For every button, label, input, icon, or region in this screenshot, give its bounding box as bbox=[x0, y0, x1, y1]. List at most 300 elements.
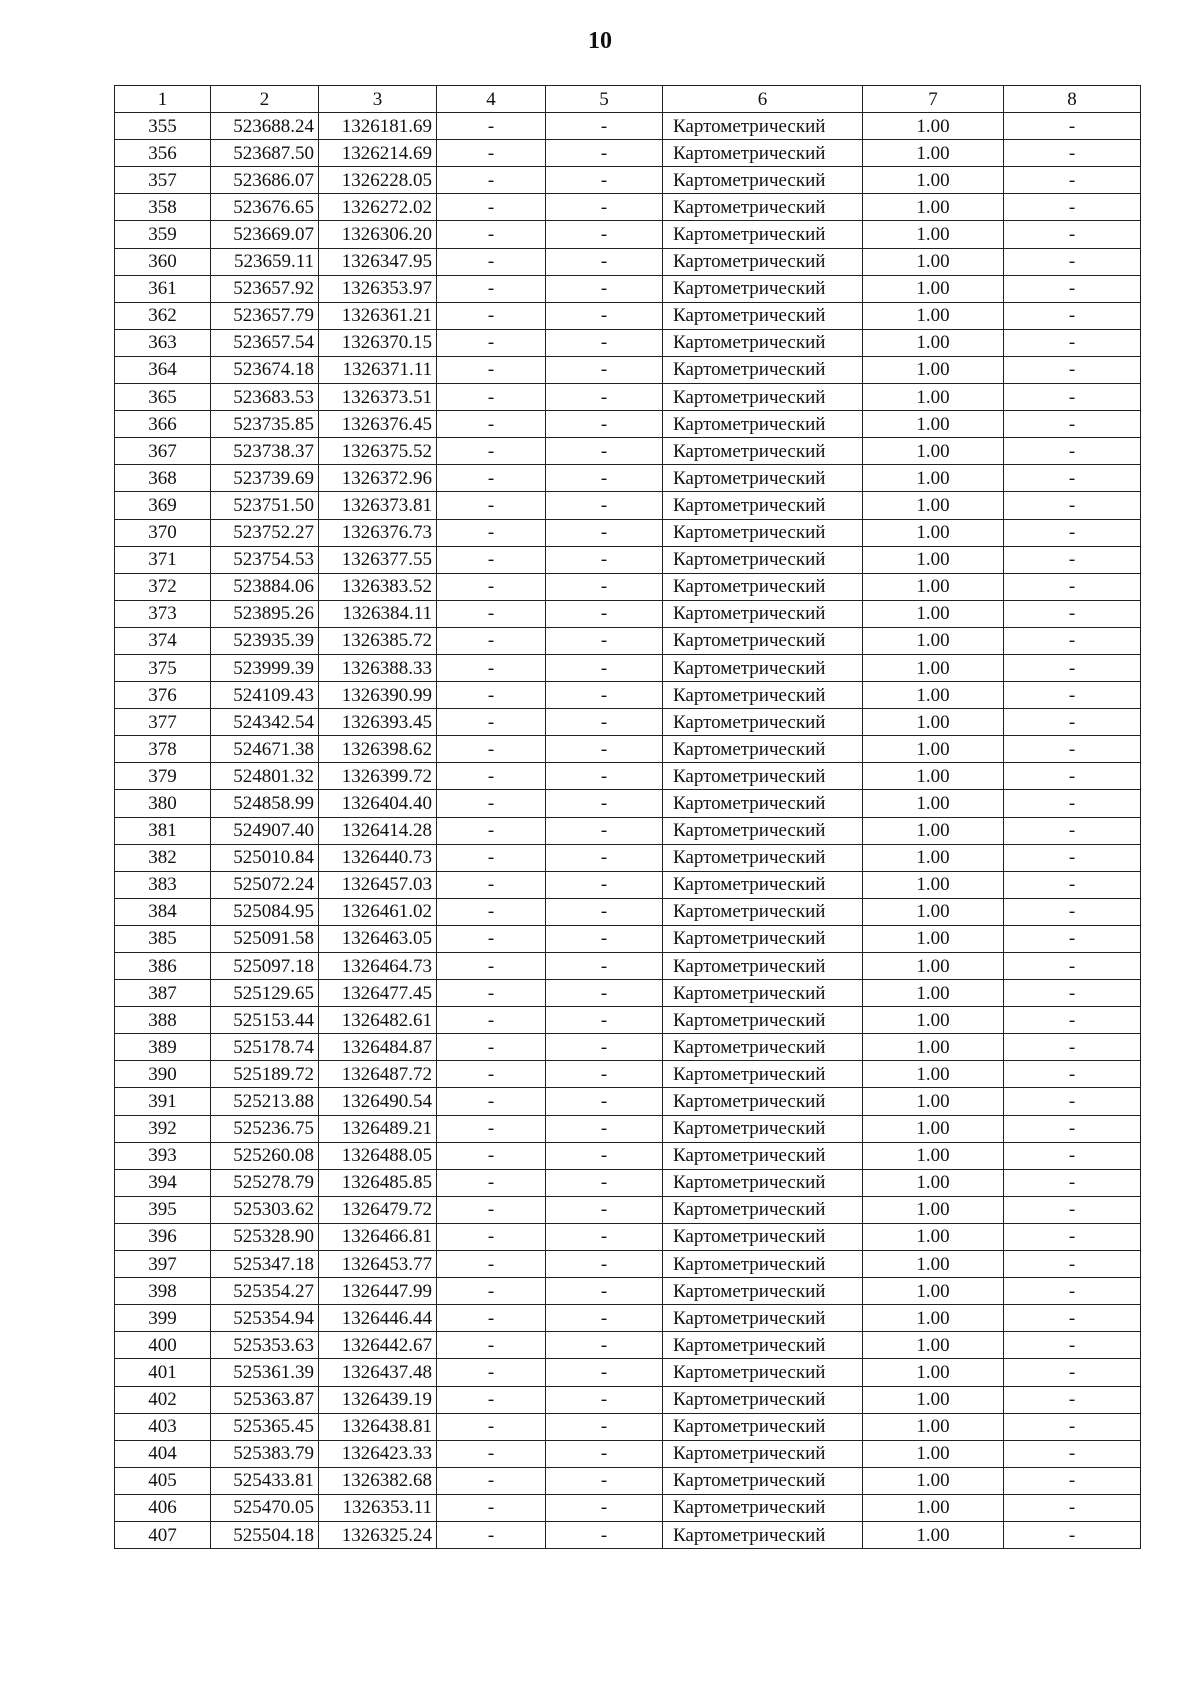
point-number-cell: 369 bbox=[115, 492, 211, 519]
point-number-cell: 388 bbox=[115, 1007, 211, 1034]
column-5-cell: - bbox=[546, 302, 663, 329]
table-row bbox=[115, 682, 1141, 709]
column-4-cell: - bbox=[437, 871, 546, 898]
point-number-cell: 383 bbox=[115, 871, 211, 898]
method-cell: Картометрический bbox=[663, 221, 863, 248]
column-4-cell: - bbox=[437, 817, 546, 844]
y-coordinate-cell: 1326442.67 bbox=[319, 1332, 437, 1359]
method-cell: Картометрический bbox=[663, 1142, 863, 1169]
method-cell: Картометрический bbox=[663, 546, 863, 573]
column-8-cell: - bbox=[1004, 1115, 1141, 1142]
accuracy-cell: 1.00 bbox=[863, 1007, 1004, 1034]
accuracy-cell: 1.00 bbox=[863, 1223, 1004, 1250]
column-8-cell: - bbox=[1004, 573, 1141, 600]
x-coordinate-cell: 523669.07 bbox=[211, 221, 319, 248]
method-cell: Картометрический bbox=[663, 519, 863, 546]
accuracy-cell: 1.00 bbox=[863, 492, 1004, 519]
y-coordinate-cell: 1326487.72 bbox=[319, 1061, 437, 1088]
table-row bbox=[115, 1440, 1141, 1467]
point-number-cell: 396 bbox=[115, 1223, 211, 1250]
x-coordinate-cell: 525354.94 bbox=[211, 1305, 319, 1332]
x-coordinate-cell: 523935.39 bbox=[211, 627, 319, 654]
column-4-cell: - bbox=[437, 654, 546, 681]
column-4-cell: - bbox=[437, 682, 546, 709]
x-coordinate-cell: 525260.08 bbox=[211, 1142, 319, 1169]
column-8-cell: - bbox=[1004, 817, 1141, 844]
accuracy-cell: 1.00 bbox=[863, 1169, 1004, 1196]
x-coordinate-cell: 523999.39 bbox=[211, 654, 319, 681]
column-4-cell: - bbox=[437, 1251, 546, 1278]
table-body bbox=[115, 113, 1141, 1549]
table-row bbox=[115, 763, 1141, 790]
method-cell: Картометрический bbox=[663, 1359, 863, 1386]
point-number-cell: 407 bbox=[115, 1521, 211, 1548]
column-4-cell: - bbox=[437, 329, 546, 356]
y-coordinate-cell: 1326393.45 bbox=[319, 709, 437, 736]
column-4-cell: - bbox=[437, 1115, 546, 1142]
x-coordinate-cell: 525072.24 bbox=[211, 871, 319, 898]
point-number-cell: 355 bbox=[115, 113, 211, 140]
column-4-cell: - bbox=[437, 1467, 546, 1494]
method-cell: Картометрический bbox=[663, 248, 863, 275]
column-4-cell: - bbox=[437, 438, 546, 465]
accuracy-cell: 1.00 bbox=[863, 167, 1004, 194]
column-8-cell: - bbox=[1004, 1169, 1141, 1196]
column-8-cell: - bbox=[1004, 1251, 1141, 1278]
accuracy-cell: 1.00 bbox=[863, 194, 1004, 221]
table-row bbox=[115, 1061, 1141, 1088]
page-number: 10 bbox=[588, 28, 612, 54]
column-5-cell: - bbox=[546, 411, 663, 438]
column-5-cell: - bbox=[546, 438, 663, 465]
table-row bbox=[115, 1169, 1141, 1196]
column-4-cell: - bbox=[437, 546, 546, 573]
accuracy-cell: 1.00 bbox=[863, 1305, 1004, 1332]
accuracy-cell: 1.00 bbox=[863, 438, 1004, 465]
y-coordinate-cell: 1326457.03 bbox=[319, 871, 437, 898]
column-5-cell: - bbox=[546, 113, 663, 140]
point-number-cell: 374 bbox=[115, 627, 211, 654]
x-coordinate-cell: 523674.18 bbox=[211, 356, 319, 383]
method-cell: Картометрический bbox=[663, 275, 863, 302]
point-number-cell: 384 bbox=[115, 898, 211, 925]
method-cell: Картометрический bbox=[663, 925, 863, 952]
point-number-cell: 368 bbox=[115, 465, 211, 492]
method-cell: Картометрический bbox=[663, 1305, 863, 1332]
y-coordinate-cell: 1326446.44 bbox=[319, 1305, 437, 1332]
column-5-cell: - bbox=[546, 1142, 663, 1169]
point-number-cell: 401 bbox=[115, 1359, 211, 1386]
column-5-cell: - bbox=[546, 844, 663, 871]
x-coordinate-cell: 523676.65 bbox=[211, 194, 319, 221]
column-header: 8 bbox=[1004, 86, 1141, 113]
column-5-cell: - bbox=[546, 871, 663, 898]
x-coordinate-cell: 524342.54 bbox=[211, 709, 319, 736]
column-4-cell: - bbox=[437, 763, 546, 790]
method-cell: Картометрический bbox=[663, 1169, 863, 1196]
method-cell: Картометрический bbox=[663, 492, 863, 519]
method-cell: Картометрический bbox=[663, 654, 863, 681]
x-coordinate-cell: 525354.27 bbox=[211, 1278, 319, 1305]
y-coordinate-cell: 1326384.11 bbox=[319, 600, 437, 627]
accuracy-cell: 1.00 bbox=[863, 411, 1004, 438]
y-coordinate-cell: 1326485.85 bbox=[319, 1169, 437, 1196]
method-cell: Картометрический bbox=[663, 384, 863, 411]
column-8-cell: - bbox=[1004, 682, 1141, 709]
method-cell: Картометрический bbox=[663, 411, 863, 438]
column-4-cell: - bbox=[437, 736, 546, 763]
column-8-cell: - bbox=[1004, 356, 1141, 383]
table-row bbox=[115, 953, 1141, 980]
point-number-cell: 366 bbox=[115, 411, 211, 438]
point-number-cell: 380 bbox=[115, 790, 211, 817]
method-cell: Картометрический bbox=[663, 1386, 863, 1413]
accuracy-cell: 1.00 bbox=[863, 1467, 1004, 1494]
x-coordinate-cell: 525236.75 bbox=[211, 1115, 319, 1142]
accuracy-cell: 1.00 bbox=[863, 1521, 1004, 1548]
x-coordinate-cell: 524109.43 bbox=[211, 682, 319, 709]
column-8-cell: - bbox=[1004, 1305, 1141, 1332]
y-coordinate-cell: 1326453.77 bbox=[319, 1251, 437, 1278]
accuracy-cell: 1.00 bbox=[863, 953, 1004, 980]
x-coordinate-cell: 523751.50 bbox=[211, 492, 319, 519]
column-8-cell: - bbox=[1004, 1278, 1141, 1305]
column-4-cell: - bbox=[437, 1386, 546, 1413]
y-coordinate-cell: 1326306.20 bbox=[319, 221, 437, 248]
y-coordinate-cell: 1326466.81 bbox=[319, 1223, 437, 1250]
column-8-cell: - bbox=[1004, 438, 1141, 465]
x-coordinate-cell: 525347.18 bbox=[211, 1251, 319, 1278]
y-coordinate-cell: 1326383.52 bbox=[319, 573, 437, 600]
column-4-cell: - bbox=[437, 356, 546, 383]
accuracy-cell: 1.00 bbox=[863, 1142, 1004, 1169]
column-5-cell: - bbox=[546, 1169, 663, 1196]
point-number-cell: 391 bbox=[115, 1088, 211, 1115]
column-5-cell: - bbox=[546, 1386, 663, 1413]
column-4-cell: - bbox=[437, 167, 546, 194]
column-header: 6 bbox=[663, 86, 863, 113]
table-row bbox=[115, 519, 1141, 546]
point-number-cell: 365 bbox=[115, 384, 211, 411]
column-4-cell: - bbox=[437, 1521, 546, 1548]
table-row bbox=[115, 980, 1141, 1007]
column-5-cell: - bbox=[546, 167, 663, 194]
column-4-cell: - bbox=[437, 925, 546, 952]
table-row bbox=[115, 1196, 1141, 1223]
table-row bbox=[115, 194, 1141, 221]
y-coordinate-cell: 1326376.45 bbox=[319, 411, 437, 438]
x-coordinate-cell: 523657.54 bbox=[211, 329, 319, 356]
y-coordinate-cell: 1326214.69 bbox=[319, 140, 437, 167]
point-number-cell: 398 bbox=[115, 1278, 211, 1305]
method-cell: Картометрический bbox=[663, 1034, 863, 1061]
point-number-cell: 376 bbox=[115, 682, 211, 709]
table-row bbox=[115, 709, 1141, 736]
column-5-cell: - bbox=[546, 194, 663, 221]
x-coordinate-cell: 525178.74 bbox=[211, 1034, 319, 1061]
table-row bbox=[115, 1007, 1141, 1034]
column-5-cell: - bbox=[546, 1305, 663, 1332]
y-coordinate-cell: 1326463.05 bbox=[319, 925, 437, 952]
column-header: 2 bbox=[211, 86, 319, 113]
column-8-cell: - bbox=[1004, 871, 1141, 898]
accuracy-cell: 1.00 bbox=[863, 1061, 1004, 1088]
column-8-cell: - bbox=[1004, 1061, 1141, 1088]
column-4-cell: - bbox=[437, 1034, 546, 1061]
y-coordinate-cell: 1326388.33 bbox=[319, 654, 437, 681]
point-number-cell: 373 bbox=[115, 600, 211, 627]
point-number-cell: 397 bbox=[115, 1251, 211, 1278]
column-8-cell: - bbox=[1004, 1007, 1141, 1034]
column-5-cell: - bbox=[546, 953, 663, 980]
column-8-cell: - bbox=[1004, 1494, 1141, 1521]
x-coordinate-cell: 523683.53 bbox=[211, 384, 319, 411]
x-coordinate-cell: 525189.72 bbox=[211, 1061, 319, 1088]
accuracy-cell: 1.00 bbox=[863, 898, 1004, 925]
method-cell: Картометрический bbox=[663, 1223, 863, 1250]
table-row bbox=[115, 411, 1141, 438]
point-number-cell: 379 bbox=[115, 763, 211, 790]
coordinates-table bbox=[114, 85, 1141, 1549]
table-row bbox=[115, 736, 1141, 763]
column-4-cell: - bbox=[437, 790, 546, 817]
column-8-cell: - bbox=[1004, 1440, 1141, 1467]
point-number-cell: 375 bbox=[115, 654, 211, 681]
accuracy-cell: 1.00 bbox=[863, 844, 1004, 871]
column-4-cell: - bbox=[437, 1061, 546, 1088]
column-5-cell: - bbox=[546, 1467, 663, 1494]
accuracy-cell: 1.00 bbox=[863, 925, 1004, 952]
accuracy-cell: 1.00 bbox=[863, 1332, 1004, 1359]
x-coordinate-cell: 525010.84 bbox=[211, 844, 319, 871]
column-4-cell: - bbox=[437, 898, 546, 925]
accuracy-cell: 1.00 bbox=[863, 384, 1004, 411]
column-8-cell: - bbox=[1004, 709, 1141, 736]
table-header-row bbox=[115, 86, 1141, 113]
column-5-cell: - bbox=[546, 682, 663, 709]
column-8-cell: - bbox=[1004, 221, 1141, 248]
column-8-cell: - bbox=[1004, 844, 1141, 871]
table-row bbox=[115, 1332, 1141, 1359]
y-coordinate-cell: 1326482.61 bbox=[319, 1007, 437, 1034]
table-row bbox=[115, 817, 1141, 844]
x-coordinate-cell: 525213.88 bbox=[211, 1088, 319, 1115]
column-4-cell: - bbox=[437, 980, 546, 1007]
accuracy-cell: 1.00 bbox=[863, 709, 1004, 736]
column-8-cell: - bbox=[1004, 1223, 1141, 1250]
x-coordinate-cell: 525363.87 bbox=[211, 1386, 319, 1413]
method-cell: Картометрический bbox=[663, 573, 863, 600]
column-4-cell: - bbox=[437, 302, 546, 329]
table-row bbox=[115, 329, 1141, 356]
column-4-cell: - bbox=[437, 627, 546, 654]
accuracy-cell: 1.00 bbox=[863, 817, 1004, 844]
column-4-cell: - bbox=[437, 465, 546, 492]
column-header: 4 bbox=[437, 86, 546, 113]
column-8-cell: - bbox=[1004, 546, 1141, 573]
table-row bbox=[115, 844, 1141, 871]
accuracy-cell: 1.00 bbox=[863, 1494, 1004, 1521]
column-5-cell: - bbox=[546, 1440, 663, 1467]
x-coordinate-cell: 523735.85 bbox=[211, 411, 319, 438]
accuracy-cell: 1.00 bbox=[863, 1278, 1004, 1305]
table-row bbox=[115, 1034, 1141, 1061]
table-row bbox=[115, 1467, 1141, 1494]
point-number-cell: 367 bbox=[115, 438, 211, 465]
column-4-cell: - bbox=[437, 113, 546, 140]
column-8-cell: - bbox=[1004, 600, 1141, 627]
table-row bbox=[115, 492, 1141, 519]
column-4-cell: - bbox=[437, 573, 546, 600]
column-8-cell: - bbox=[1004, 1521, 1141, 1548]
point-number-cell: 356 bbox=[115, 140, 211, 167]
table-row bbox=[115, 1413, 1141, 1440]
column-5-cell: - bbox=[546, 384, 663, 411]
method-cell: Картометрический bbox=[663, 1467, 863, 1494]
table-row bbox=[115, 925, 1141, 952]
accuracy-cell: 1.00 bbox=[863, 275, 1004, 302]
x-coordinate-cell: 523659.11 bbox=[211, 248, 319, 275]
method-cell: Картометрический bbox=[663, 1088, 863, 1115]
column-5-cell: - bbox=[546, 140, 663, 167]
method-cell: Картометрический bbox=[663, 438, 863, 465]
x-coordinate-cell: 525504.18 bbox=[211, 1521, 319, 1548]
method-cell: Картометрический bbox=[663, 736, 863, 763]
column-5-cell: - bbox=[546, 519, 663, 546]
column-5-cell: - bbox=[546, 817, 663, 844]
column-8-cell: - bbox=[1004, 1467, 1141, 1494]
point-number-cell: 370 bbox=[115, 519, 211, 546]
method-cell: Картометрический bbox=[663, 1332, 863, 1359]
table-row bbox=[115, 384, 1141, 411]
column-5-cell: - bbox=[546, 573, 663, 600]
accuracy-cell: 1.00 bbox=[863, 329, 1004, 356]
table-row bbox=[115, 573, 1141, 600]
column-8-cell: - bbox=[1004, 1196, 1141, 1223]
method-cell: Картометрический bbox=[663, 1494, 863, 1521]
column-8-cell: - bbox=[1004, 113, 1141, 140]
column-4-cell: - bbox=[437, 411, 546, 438]
x-coordinate-cell: 523687.50 bbox=[211, 140, 319, 167]
table-row bbox=[115, 600, 1141, 627]
column-5-cell: - bbox=[546, 1332, 663, 1359]
column-4-cell: - bbox=[437, 1305, 546, 1332]
column-5-cell: - bbox=[546, 356, 663, 383]
table-row bbox=[115, 1088, 1141, 1115]
x-coordinate-cell: 523884.06 bbox=[211, 573, 319, 600]
column-8-cell: - bbox=[1004, 790, 1141, 817]
y-coordinate-cell: 1326361.21 bbox=[319, 302, 437, 329]
y-coordinate-cell: 1326490.54 bbox=[319, 1088, 437, 1115]
column-5-cell: - bbox=[546, 275, 663, 302]
method-cell: Картометрический bbox=[663, 871, 863, 898]
x-coordinate-cell: 524671.38 bbox=[211, 736, 319, 763]
column-8-cell: - bbox=[1004, 411, 1141, 438]
column-4-cell: - bbox=[437, 1142, 546, 1169]
column-8-cell: - bbox=[1004, 492, 1141, 519]
accuracy-cell: 1.00 bbox=[863, 1359, 1004, 1386]
column-8-cell: - bbox=[1004, 736, 1141, 763]
method-cell: Картометрический bbox=[663, 302, 863, 329]
column-8-cell: - bbox=[1004, 519, 1141, 546]
point-number-cell: 405 bbox=[115, 1467, 211, 1494]
accuracy-cell: 1.00 bbox=[863, 1034, 1004, 1061]
method-cell: Картометрический bbox=[663, 1007, 863, 1034]
column-8-cell: - bbox=[1004, 140, 1141, 167]
y-coordinate-cell: 1326447.99 bbox=[319, 1278, 437, 1305]
y-coordinate-cell: 1326372.96 bbox=[319, 465, 437, 492]
accuracy-cell: 1.00 bbox=[863, 763, 1004, 790]
accuracy-cell: 1.00 bbox=[863, 1251, 1004, 1278]
method-cell: Картометрический bbox=[663, 1196, 863, 1223]
y-coordinate-cell: 1326479.72 bbox=[319, 1196, 437, 1223]
y-coordinate-cell: 1326404.40 bbox=[319, 790, 437, 817]
column-8-cell: - bbox=[1004, 980, 1141, 1007]
x-coordinate-cell: 523688.24 bbox=[211, 113, 319, 140]
column-5-cell: - bbox=[546, 1494, 663, 1521]
point-number-cell: 395 bbox=[115, 1196, 211, 1223]
accuracy-cell: 1.00 bbox=[863, 140, 1004, 167]
y-coordinate-cell: 1326484.87 bbox=[319, 1034, 437, 1061]
y-coordinate-cell: 1326488.05 bbox=[319, 1142, 437, 1169]
column-5-cell: - bbox=[546, 763, 663, 790]
point-number-cell: 359 bbox=[115, 221, 211, 248]
method-cell: Картометрический bbox=[663, 709, 863, 736]
column-5-cell: - bbox=[546, 925, 663, 952]
accuracy-cell: 1.00 bbox=[863, 736, 1004, 763]
x-coordinate-cell: 525129.65 bbox=[211, 980, 319, 1007]
table-row bbox=[115, 627, 1141, 654]
column-5-cell: - bbox=[546, 1115, 663, 1142]
method-cell: Картометрический bbox=[663, 329, 863, 356]
column-8-cell: - bbox=[1004, 194, 1141, 221]
table-row bbox=[115, 1251, 1141, 1278]
column-5-cell: - bbox=[546, 627, 663, 654]
method-cell: Картометрический bbox=[663, 682, 863, 709]
method-cell: Картометрический bbox=[663, 627, 863, 654]
column-8-cell: - bbox=[1004, 248, 1141, 275]
accuracy-cell: 1.00 bbox=[863, 356, 1004, 383]
point-number-cell: 357 bbox=[115, 167, 211, 194]
method-cell: Картометрический bbox=[663, 953, 863, 980]
column-4-cell: - bbox=[437, 275, 546, 302]
accuracy-cell: 1.00 bbox=[863, 248, 1004, 275]
point-number-cell: 390 bbox=[115, 1061, 211, 1088]
table-row bbox=[115, 1494, 1141, 1521]
column-4-cell: - bbox=[437, 221, 546, 248]
table-row bbox=[115, 356, 1141, 383]
method-cell: Картометрический bbox=[663, 356, 863, 383]
accuracy-cell: 1.00 bbox=[863, 302, 1004, 329]
column-5-cell: - bbox=[546, 221, 663, 248]
table-row bbox=[115, 438, 1141, 465]
method-cell: Картометрический bbox=[663, 1521, 863, 1548]
column-5-cell: - bbox=[546, 898, 663, 925]
column-5-cell: - bbox=[546, 1223, 663, 1250]
column-4-cell: - bbox=[437, 1088, 546, 1115]
table-row bbox=[115, 302, 1141, 329]
column-8-cell: - bbox=[1004, 953, 1141, 980]
y-coordinate-cell: 1326390.99 bbox=[319, 682, 437, 709]
table-row bbox=[115, 1278, 1141, 1305]
table-row bbox=[115, 898, 1141, 925]
x-coordinate-cell: 525328.90 bbox=[211, 1223, 319, 1250]
table-row bbox=[115, 1223, 1141, 1250]
table-row bbox=[115, 140, 1141, 167]
y-coordinate-cell: 1326377.55 bbox=[319, 546, 437, 573]
y-coordinate-cell: 1326439.19 bbox=[319, 1386, 437, 1413]
table-row bbox=[115, 167, 1141, 194]
